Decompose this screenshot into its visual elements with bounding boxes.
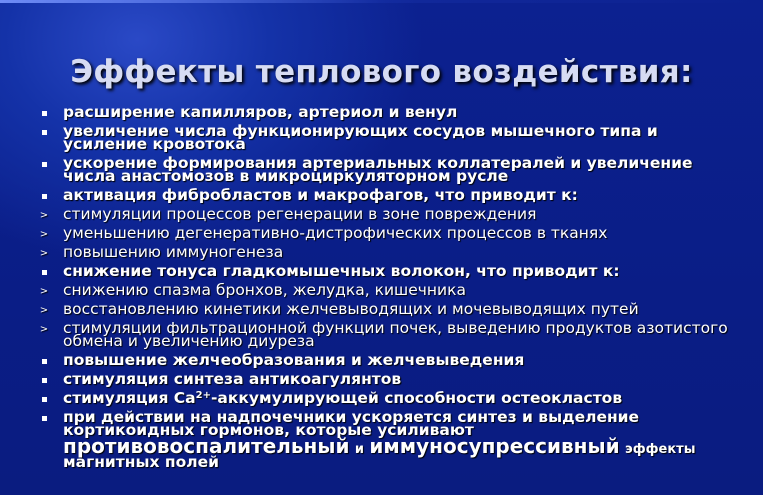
bullet-text-continued: -аккумулирующей способности остеокластов [211, 389, 623, 407]
bullet-item [34, 186, 734, 204]
emphasis-immunosuppressive: иммуносупрессивный [369, 434, 620, 458]
bullet-item [34, 103, 734, 121]
square-bullet-icon [38, 158, 50, 171]
bullet-item [34, 351, 734, 369]
square-bullet-icon [38, 126, 50, 139]
conjunction: и [354, 442, 364, 457]
square-bullet-icon [38, 355, 50, 368]
bullet-item [34, 122, 734, 153]
arrow-item [34, 319, 734, 350]
bullet-text: повышение желчеобразования и желчевыведения [63, 351, 525, 369]
bullet-item [34, 262, 734, 280]
square-bullet-icon [38, 393, 50, 406]
bullet-text: активация фибробластов и макрофагов, что приводит к: [63, 186, 578, 204]
arrow-bullet-icon: > [39, 210, 49, 221]
arrow-text: повышению иммуногенеза [63, 243, 284, 261]
square-bullet-icon [38, 266, 50, 279]
arrow-bullet-icon: > [39, 324, 49, 335]
arrow-item [34, 243, 734, 261]
arrow-bullet-icon: > [39, 248, 49, 259]
arrow-bullet-icon: > [39, 286, 49, 297]
superscript: 2+ [195, 390, 211, 401]
slide-title: Эффекты теплового воздействия: [70, 54, 693, 90]
arrow-text: уменьшению дегенеративно-дистрофических процессов в тканях [63, 224, 608, 242]
arrow-text: восстановлению кинетики желчевыводящих и мочевыводящих путей [63, 300, 639, 318]
bullet-text: расширение капилляров, артериол и венул [63, 103, 458, 121]
bullet-text: стимуляция синтеза антикоагулянтов [63, 370, 402, 388]
arrow-text: стимуляции процессов регенерации в зоне повреждения [63, 205, 537, 223]
arrow-item [34, 224, 734, 242]
square-bullet-icon [38, 412, 50, 425]
bullet-text: увеличение числа функционирующих сосудов мышечного типа и усиление кровотока [63, 122, 658, 153]
bullet-text: стимуляция Са [63, 389, 196, 407]
bullet-item [34, 389, 734, 407]
bullet-item [34, 370, 734, 388]
emphasis-antiinflammatory: противовоспалительный [63, 434, 350, 458]
arrow-bullet-icon: > [39, 305, 49, 316]
bullet-item [34, 408, 734, 471]
bullet-list [34, 103, 734, 475]
arrow-bullet-icon: > [39, 229, 49, 240]
square-bullet-icon [38, 190, 50, 203]
top-glow [0, 0, 763, 3]
bullet-item [34, 154, 734, 185]
arrow-item [34, 281, 734, 299]
bullet-text-tail: магнитных полей [63, 453, 219, 471]
arrow-text: стимуляции фильтрационной функции почек, выведению продуктов азотистого обмена и увеличению диуреза [63, 319, 728, 350]
arrow-text: снижению спазма бронхов, желудка, кишечника [63, 281, 466, 299]
square-bullet-icon [38, 107, 50, 120]
bullet-text: снижение тонуса гладкомышечных волокон, что приводит к: [63, 262, 620, 280]
effects-word: эффекты [625, 442, 696, 457]
arrow-item [34, 300, 734, 318]
bullet-text: ускорение формирования артериальных коллатералей и увеличение числа анастомозов в микроциркуляторном русле [63, 154, 693, 185]
bullet-text: при действии на надпочечники ускоряется синтез и выделение кортикоидных гормонов, которые усиливают [63, 408, 640, 439]
arrow-item [34, 205, 734, 223]
square-bullet-icon [38, 374, 50, 387]
